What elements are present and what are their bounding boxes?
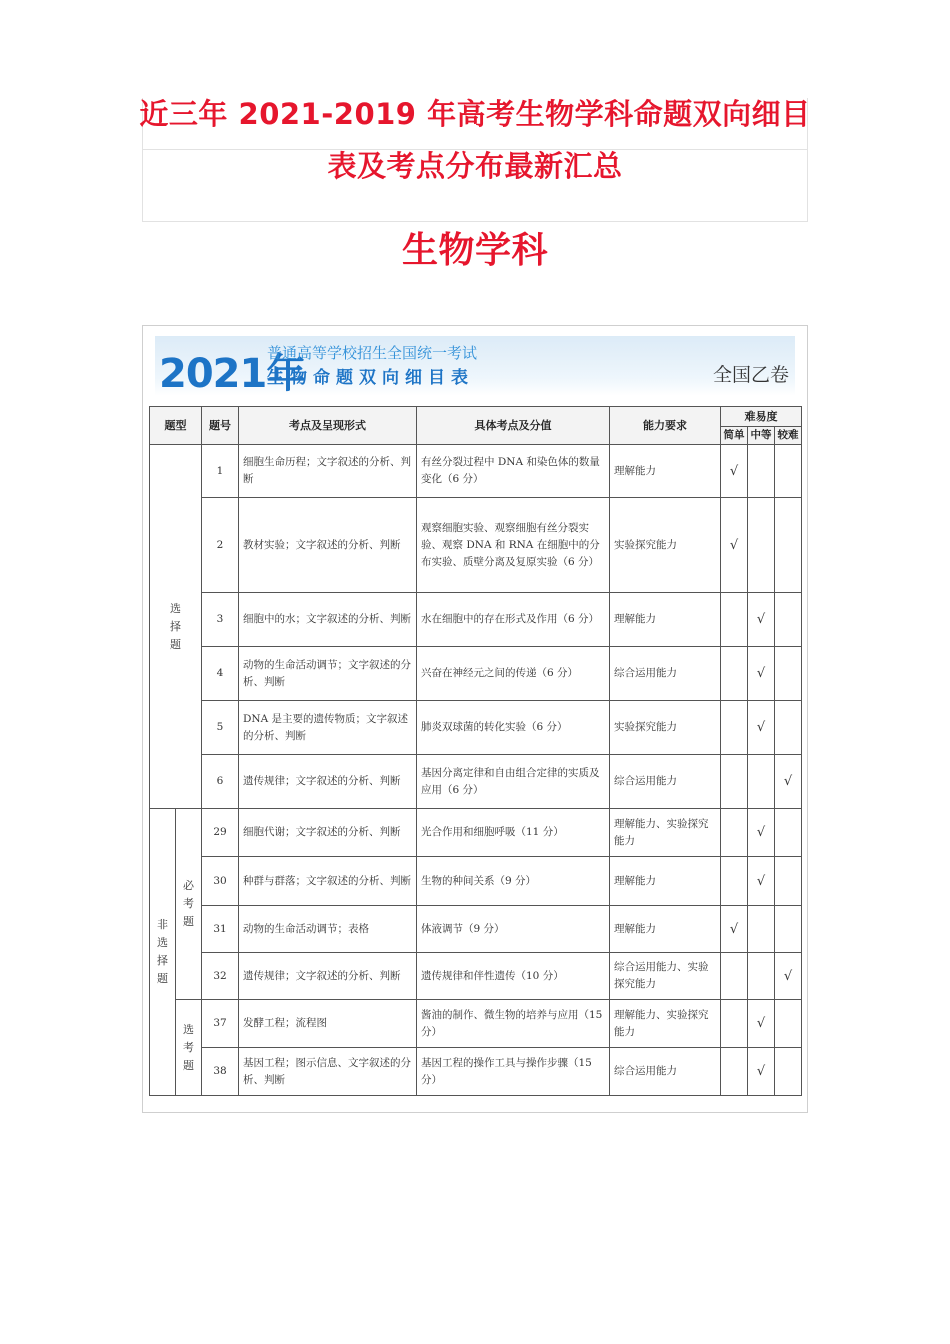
cell-hard [775, 1048, 802, 1096]
header-ability: 能力要求 [610, 407, 721, 445]
cell-ability: 综合运用能力 [610, 1048, 721, 1096]
cell-number: 6 [202, 755, 239, 809]
cell-ability: 综合运用能力 [610, 647, 721, 701]
cell-content: 遗传规律和伴性遗传（10 分） [417, 953, 610, 1000]
cell-medium: √ [748, 1048, 775, 1096]
cell-ability: 综合运用能力、实验探究能力 [610, 953, 721, 1000]
cell-medium: √ [748, 809, 775, 857]
cell-easy [721, 857, 748, 906]
cell-content: 兴奋在神经元之间的传递（6 分） [417, 647, 610, 701]
cell-number: 32 [202, 953, 239, 1000]
cell-medium: √ [748, 1000, 775, 1048]
cell-content: 观察细胞实验、观察细胞有丝分裂实验、观察 DNA 和 RNA 在细胞中的分布实验、质壁分离及复原实验（6 分） [417, 498, 610, 593]
cell-content: 水在细胞中的存在形式及作用（6 分） [417, 593, 610, 647]
cell-easy: √ [721, 906, 748, 953]
cell-number: 4 [202, 647, 239, 701]
header-form: 考点及呈现形式 [239, 407, 417, 445]
table-name: 生物命题双向细目表 [267, 368, 474, 388]
cell-medium [748, 906, 775, 953]
cell-hard [775, 809, 802, 857]
cell-ability: 理解能力 [610, 857, 721, 906]
subject-heading: 生物学科 [401, 230, 548, 271]
cell-hard [775, 445, 802, 498]
cell-number: 37 [202, 1000, 239, 1048]
cell-easy [721, 755, 748, 809]
cell-ability: 综合运用能力 [610, 755, 721, 809]
cell-medium: √ [748, 647, 775, 701]
cell-form: 动物的生命活动调节；表格 [239, 906, 417, 953]
group-choice: 选择题 [150, 445, 202, 809]
cell-form: 细胞生命历程；文字叙述的分析、判断 [239, 445, 417, 498]
exam-name: 普通高等学校招生全国统一考试 [267, 344, 478, 362]
cell-content: 生物的种间关系（9 分） [417, 857, 610, 906]
header-difficulty: 难易度 [721, 407, 802, 427]
cell-number: 31 [202, 906, 239, 953]
table-row [150, 857, 802, 906]
header-hard: 较难 [775, 427, 802, 445]
cell-hard [775, 1000, 802, 1048]
cell-medium: √ [748, 593, 775, 647]
table-row [150, 445, 802, 498]
cell-easy [721, 1000, 748, 1048]
cell-medium [748, 755, 775, 809]
cell-number: 38 [202, 1048, 239, 1096]
exam-year: 2021年 [159, 351, 306, 397]
cell-medium [748, 498, 775, 593]
cell-hard [775, 701, 802, 755]
table-row [150, 1000, 802, 1048]
page-title-line1: 近三年 2021-2019 年高考生物学科命题双向细目 [139, 97, 811, 131]
header-easy: 简单 [721, 427, 748, 445]
cell-easy [721, 701, 748, 755]
cell-content: 有丝分裂过程中 DNA 和染色体的数量变化（6 分） [417, 445, 610, 498]
table-row [150, 953, 802, 1000]
header-type: 题型 [150, 407, 202, 445]
cell-number: 3 [202, 593, 239, 647]
cell-content: 体液调节（9 分） [417, 906, 610, 953]
cell-easy [721, 953, 748, 1000]
table-row [150, 906, 802, 953]
cell-content: 基因工程的操作工具与操作步骤（15 分） [417, 1048, 610, 1096]
cell-hard [775, 593, 802, 647]
cell-hard [775, 498, 802, 593]
cell-content: 基因分离定律和自由组合定律的实质及应用（6 分） [417, 755, 610, 809]
cell-number: 29 [202, 809, 239, 857]
cell-easy [721, 593, 748, 647]
table-row [150, 593, 802, 647]
cell-hard [775, 857, 802, 906]
cell-form: 遗传规律；文字叙述的分析、判断 [239, 953, 417, 1000]
cell-content: 肺炎双球菌的转化实验（6 分） [417, 701, 610, 755]
cell-hard: √ [775, 755, 802, 809]
spec-table-figure [142, 325, 808, 1113]
cell-number: 1 [202, 445, 239, 498]
figure-banner [155, 336, 795, 396]
cell-ability: 理解能力 [610, 593, 721, 647]
group-optional: 选考题 [176, 1000, 202, 1096]
cell-ability: 理解能力 [610, 445, 721, 498]
table-row [150, 498, 802, 593]
cell-ability: 理解能力 [610, 906, 721, 953]
group-non-choice: 非选择题 [150, 809, 176, 1096]
cell-easy [721, 647, 748, 701]
table-row [150, 755, 802, 809]
cell-form: 遗传规律；文字叙述的分析、判断 [239, 755, 417, 809]
cell-form: 教材实验；文字叙述的分析、判断 [239, 498, 417, 593]
cell-form: 细胞代谢；文字叙述的分析、判断 [239, 809, 417, 857]
cell-form: 发酵工程；流程图 [239, 1000, 417, 1048]
cell-number: 30 [202, 857, 239, 906]
page-title-line2: 表及考点分布最新汇总 [327, 149, 623, 183]
cell-content: 光合作用和细胞呼吸（11 分） [417, 809, 610, 857]
cell-hard [775, 647, 802, 701]
table-row [150, 1048, 802, 1096]
header-medium: 中等 [748, 427, 775, 445]
cell-medium: √ [748, 701, 775, 755]
cell-ability: 实验探究能力 [610, 701, 721, 755]
cell-hard: √ [775, 953, 802, 1000]
cell-form: 动物的生命活动调节；文字叙述的分析、判断 [239, 647, 417, 701]
cell-medium [748, 953, 775, 1000]
cell-form: DNA 是主要的遗传物质；文字叙述的分析、判断 [239, 701, 417, 755]
cell-medium: √ [748, 857, 775, 906]
cell-medium [748, 445, 775, 498]
group-required: 必考题 [176, 809, 202, 1000]
header-content: 具体考点及分值 [417, 407, 610, 445]
cell-number: 5 [202, 701, 239, 755]
paper-name: 全国乙卷 [712, 364, 789, 386]
cell-number: 2 [202, 498, 239, 593]
table-row [150, 809, 802, 857]
cell-ability: 实验探究能力 [610, 498, 721, 593]
table-row [150, 701, 802, 755]
cell-form: 种群与群落；文字叙述的分析、判断 [239, 857, 417, 906]
cell-hard [775, 906, 802, 953]
cell-easy: √ [721, 498, 748, 593]
table-row [150, 647, 802, 701]
cell-easy: √ [721, 445, 748, 498]
cell-form: 细胞中的水；文字叙述的分析、判断 [239, 593, 417, 647]
cell-ability: 理解能力、实验探究能力 [610, 809, 721, 857]
spec-table [149, 406, 802, 1096]
cell-form: 基因工程；图示信息、文字叙述的分析、判断 [239, 1048, 417, 1096]
cell-ability: 理解能力、实验探究能力 [610, 1000, 721, 1048]
cell-easy [721, 1048, 748, 1096]
header-number: 题号 [202, 407, 239, 445]
cell-easy [721, 809, 748, 857]
cell-content: 酱油的制作、微生物的培养与应用（15 分） [417, 1000, 610, 1048]
